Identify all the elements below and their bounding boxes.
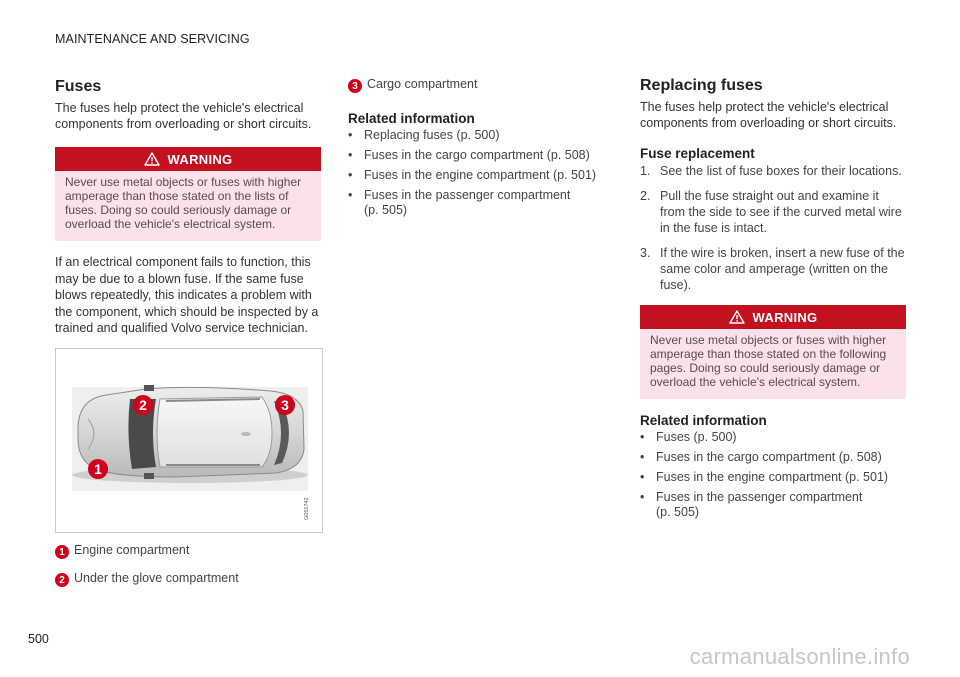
related-link[interactable]: • Fuses in the engine compartment (p. 501) xyxy=(348,168,603,183)
left-column xyxy=(55,78,321,365)
callout-3 xyxy=(348,77,603,93)
page-header: MAINTENANCE AND SERVICING xyxy=(55,32,250,46)
related-link[interactable]: • Fuses in the passenger compartment (p. 505) xyxy=(640,490,866,520)
callout-1-text: Engine compartment xyxy=(74,543,190,557)
warning-triangle-icon xyxy=(729,310,745,324)
callout-2-badge: 2 xyxy=(55,573,69,587)
warning-text: Never use metal objects or fuses with higher amperage than those stated on the lists of fuses. Doing so could seriously damage or overload the vehicle's electrical system. xyxy=(65,175,302,231)
related-list-middle xyxy=(348,128,603,218)
warning-heading-right: WARNING xyxy=(752,309,818,325)
callout-1 xyxy=(55,543,321,559)
related-link[interactable]: • Fuses in the engine compartment (p. 501) xyxy=(640,470,906,485)
related-link[interactable]: • Fuses in the passenger compartment (p. 505) xyxy=(348,188,574,218)
fuses-body: If an electrical component fails to function, this may be due to a blown fuse. If the same fuse blows repeatedly, this indicates a problem with the component, which should be inspected by a trained and qualified Volvo service technician. xyxy=(55,255,319,335)
related-link[interactable]: • Fuses in the cargo compartment (p. 508) xyxy=(640,450,906,465)
fuses-title: Fuses xyxy=(55,78,102,95)
fuse-replacement-heading: Fuse replacement xyxy=(640,146,755,161)
page-number: 500 xyxy=(28,632,49,646)
warning-heading: WARNING xyxy=(167,151,233,167)
callout-2 xyxy=(55,571,321,587)
svg-text:2: 2 xyxy=(139,397,147,413)
warning-triangle-icon xyxy=(144,152,160,166)
replacing-fuses-title: Replacing fuses xyxy=(640,77,763,94)
watermark-text: carmanualsonline.info xyxy=(689,644,910,669)
figure-code: G051742 xyxy=(304,497,310,520)
warning-text-right: Never use metal objects or fuses with higher amperage than those stated on the following pages. Doing so could seriously damage or overload the vehicle's electrical system. xyxy=(650,333,887,389)
related-heading-right: Related information xyxy=(640,413,767,428)
related-link[interactable]: • Fuses (p. 500) xyxy=(640,430,906,445)
callout-3-text: Cargo compartment xyxy=(367,77,478,91)
car-top-view-image xyxy=(56,349,322,532)
svg-text:1: 1 xyxy=(94,461,102,477)
replacement-steps xyxy=(640,163,906,293)
marker-1 xyxy=(88,459,108,479)
step-item: 2. Pull the fuse straight out and examine it from the side to see if the curved metal wire in the fuse is intact. xyxy=(640,189,902,235)
right-column xyxy=(640,77,906,525)
fuses-intro: The fuses help protect the vehicle's electrical components from overloading or short circuits. xyxy=(55,101,312,131)
middle-column xyxy=(348,77,603,223)
callout-1-badge: 1 xyxy=(55,545,69,559)
warning-box-right xyxy=(640,305,906,399)
step-item: 1. See the list of fuse boxes for their locations. xyxy=(640,164,902,178)
related-link[interactable]: • Replacing fuses (p. 500) xyxy=(348,128,603,143)
callout-3-badge: 3 xyxy=(348,79,362,93)
fusebox-figure xyxy=(55,348,323,533)
callout-2-text: Under the glove compartment xyxy=(74,571,239,585)
related-link[interactable]: • Fuses in the cargo compartment (p. 508) xyxy=(348,148,603,163)
warning-box xyxy=(55,147,321,241)
related-heading-middle: Related information xyxy=(348,111,475,126)
svg-text:3: 3 xyxy=(281,397,289,413)
warning-header-right xyxy=(640,305,906,329)
step-item: 3. If the wire is broken, insert a new fuse of the same color and amperage (written on the fuse). xyxy=(640,246,905,292)
callout-list-left xyxy=(55,543,321,587)
warning-header xyxy=(55,147,321,171)
related-list-right xyxy=(640,430,906,520)
marker-2 xyxy=(133,395,153,415)
marker-3 xyxy=(275,395,295,415)
replacing-intro: The fuses help protect the vehicle's electrical components from overloading or short circuits. xyxy=(640,100,897,130)
